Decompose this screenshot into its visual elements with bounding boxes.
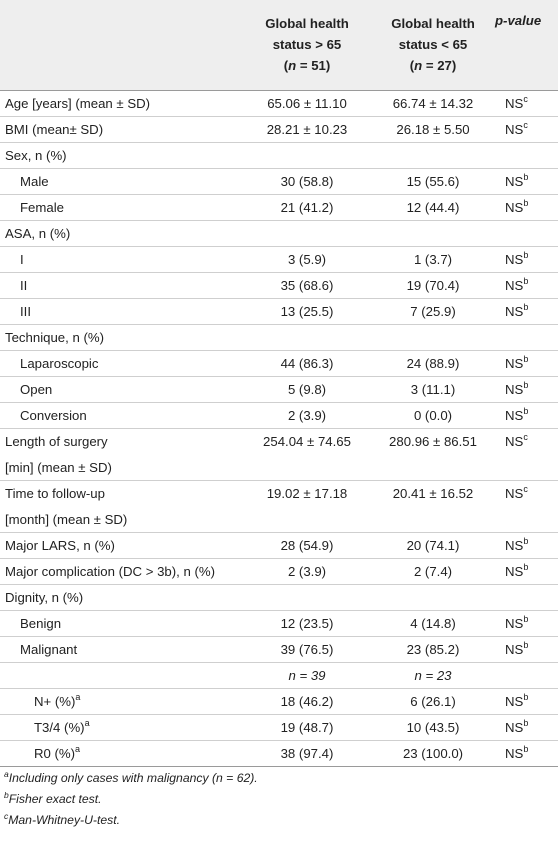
row-label-cell bbox=[0, 90, 243, 116]
cell-health-above-65: 44 (86.3) bbox=[280, 355, 334, 371]
cell-health-above-65: n = 39 bbox=[288, 667, 326, 683]
p-value-test-mark: b bbox=[523, 535, 529, 546]
p-value-test-mark: b bbox=[523, 561, 529, 572]
row-label-footnote-mark: a bbox=[75, 691, 81, 702]
p-value-text: NS bbox=[505, 355, 524, 371]
row-label: Major LARS, n (%) bbox=[5, 537, 115, 553]
table-row bbox=[0, 558, 558, 584]
cell-p-value bbox=[495, 350, 558, 376]
p-value-text: NS bbox=[505, 277, 524, 293]
row-label: T3/4 (%) bbox=[34, 719, 85, 735]
cell-health-above-65: 38 (97.4) bbox=[280, 745, 334, 761]
row-label: ASA, n (%) bbox=[5, 225, 71, 241]
header-col-a-line1: Global health bbox=[265, 16, 349, 32]
table-row bbox=[0, 428, 558, 454]
p-value-text: NS bbox=[505, 199, 524, 215]
row-label-cell bbox=[0, 740, 243, 766]
cell-p-value bbox=[495, 506, 558, 532]
cell-health-below-65 bbox=[371, 142, 495, 168]
row-label: Sex, n (%) bbox=[5, 147, 67, 163]
table-row bbox=[0, 584, 558, 610]
row-label-cell bbox=[0, 506, 243, 532]
p-value-test-mark: b bbox=[523, 275, 529, 286]
header-row bbox=[0, 0, 558, 90]
row-label-cell bbox=[0, 194, 243, 220]
cell-health-below-65: 26.18 ± 5.50 bbox=[396, 121, 470, 137]
p-value-test-mark: b bbox=[523, 301, 529, 312]
table-row bbox=[0, 688, 558, 714]
p-value-text: NS bbox=[505, 537, 524, 553]
p-value-text: NS bbox=[505, 251, 524, 267]
p-value-text: NS bbox=[505, 485, 524, 501]
p-value-text: NS bbox=[505, 407, 524, 423]
row-label-cell bbox=[0, 220, 243, 246]
cell-p-value bbox=[495, 168, 558, 194]
p-value-test-mark: c bbox=[523, 431, 528, 442]
cell-p-value bbox=[495, 142, 558, 168]
cell-health-below-65: 15 (55.6) bbox=[406, 173, 460, 189]
cell-health-below-65: 23 (85.2) bbox=[406, 641, 460, 657]
header-col-b-line2: status < 65 bbox=[398, 37, 468, 53]
row-label-cell bbox=[0, 558, 243, 584]
row-label: Major complication (DC > 3b), n (%) bbox=[5, 563, 215, 579]
cell-health-below-65: 7 (25.9) bbox=[410, 303, 456, 319]
table-row bbox=[0, 220, 558, 246]
header-col-a-line2: status > 65 bbox=[272, 37, 342, 53]
row-label-cell bbox=[0, 428, 243, 454]
p-value-test-mark: b bbox=[523, 171, 529, 182]
cell-p-value bbox=[495, 272, 558, 298]
header-col-b bbox=[371, 0, 495, 90]
cell-p-value bbox=[495, 90, 558, 116]
cell-health-above-65: 65.06 ± 11.10 bbox=[267, 95, 347, 111]
cell-p-value bbox=[495, 220, 558, 246]
cell-health-above-65: 3 (5.9) bbox=[287, 251, 327, 267]
cell-health-above-65 bbox=[243, 506, 371, 532]
cell-p-value bbox=[495, 584, 558, 610]
cell-health-above-65 bbox=[243, 324, 371, 350]
row-label-cell bbox=[0, 246, 243, 272]
row-label: II bbox=[20, 277, 28, 293]
cell-health-above-65 bbox=[243, 142, 371, 168]
cell-health-below-65: 20.41 ± 16.52 bbox=[392, 485, 474, 501]
cell-p-value bbox=[495, 688, 558, 714]
row-label: [min] (mean ± SD) bbox=[5, 459, 112, 475]
footnotes bbox=[4, 768, 258, 831]
footnote-mark: b bbox=[4, 790, 9, 800]
row-label-cell bbox=[0, 454, 243, 480]
p-value-test-mark: c bbox=[523, 483, 528, 494]
cell-health-above-65: 2 (3.9) bbox=[287, 407, 327, 423]
row-label: Technique, n (%) bbox=[5, 329, 104, 345]
cell-health-above-65 bbox=[243, 584, 371, 610]
footnote-text: Fisher exact test. bbox=[8, 792, 102, 806]
row-label-cell bbox=[0, 480, 243, 506]
cell-health-above-65: 30 (58.8) bbox=[280, 173, 334, 189]
p-value-test-mark: b bbox=[523, 353, 529, 364]
cell-p-value bbox=[495, 740, 558, 766]
row-label: Open bbox=[20, 381, 53, 397]
p-value-test-mark: b bbox=[523, 717, 529, 728]
cell-health-below-65: 280.96 ± 86.51 bbox=[389, 433, 477, 449]
header-col-a bbox=[243, 0, 371, 90]
cell-health-above-65: 254.04 ± 74.65 bbox=[263, 433, 351, 449]
row-label-cell bbox=[0, 714, 243, 740]
row-label: Malignant bbox=[20, 641, 78, 657]
row-label-cell bbox=[0, 168, 243, 194]
cell-health-below-65: 4 (14.8) bbox=[410, 615, 456, 631]
p-value-text: NS bbox=[505, 433, 524, 449]
p-value-test-mark: b bbox=[523, 197, 529, 208]
row-label-cell bbox=[0, 324, 243, 350]
row-label: Conversion bbox=[20, 407, 87, 423]
cell-p-value bbox=[495, 376, 558, 402]
p-value-text: NS bbox=[505, 615, 524, 631]
table-row bbox=[0, 636, 558, 662]
cell-p-value bbox=[495, 610, 558, 636]
footnote-mark: a bbox=[4, 769, 9, 779]
row-label: Age [years] (mean ± SD) bbox=[5, 95, 151, 111]
cell-p-value bbox=[495, 298, 558, 324]
table-body bbox=[0, 90, 558, 766]
row-label-cell bbox=[0, 350, 243, 376]
row-label: I bbox=[20, 251, 24, 267]
cell-health-below-65: 0 (0.0) bbox=[413, 407, 453, 423]
p-value-text: NS bbox=[505, 173, 524, 189]
p-value-text: NS bbox=[505, 95, 524, 111]
table-row bbox=[0, 116, 558, 142]
p-value-test-mark: b bbox=[523, 639, 529, 650]
cell-p-value bbox=[495, 532, 558, 558]
row-label-cell bbox=[0, 272, 243, 298]
p-value-test-mark: b bbox=[523, 379, 529, 390]
cell-health-below-65: 2 (7.4) bbox=[413, 563, 453, 579]
header-col-b-line1: Global health bbox=[391, 16, 475, 32]
cell-health-below-65: 12 (44.4) bbox=[406, 199, 460, 215]
table-row bbox=[0, 714, 558, 740]
cell-health-below-65 bbox=[371, 220, 495, 246]
table-row bbox=[0, 298, 558, 324]
row-label-cell bbox=[0, 532, 243, 558]
row-label-cell bbox=[0, 298, 243, 324]
row-label: Benign bbox=[20, 615, 62, 631]
table-row bbox=[0, 194, 558, 220]
cell-health-below-65: 1 (3.7) bbox=[413, 251, 453, 267]
cell-p-value bbox=[495, 558, 558, 584]
table-row bbox=[0, 662, 558, 688]
p-value-test-mark: c bbox=[523, 119, 528, 130]
cell-p-value bbox=[495, 662, 558, 688]
cell-health-above-65: 18 (46.2) bbox=[280, 693, 334, 709]
cell-health-below-65: 66.74 ± 14.32 bbox=[392, 95, 474, 111]
table-row bbox=[0, 506, 558, 532]
cell-health-above-65: 19.02 ± 17.18 bbox=[266, 485, 348, 501]
cell-health-above-65 bbox=[243, 454, 371, 480]
table-row bbox=[0, 246, 558, 272]
cell-p-value bbox=[495, 454, 558, 480]
row-label-cell bbox=[0, 116, 243, 142]
cell-health-above-65: 21 (41.2) bbox=[280, 199, 334, 215]
cell-p-value bbox=[495, 194, 558, 220]
cell-health-below-65: 19 (70.4) bbox=[406, 277, 460, 293]
cell-p-value bbox=[495, 636, 558, 662]
row-label-footnote-mark: a bbox=[84, 717, 90, 728]
header-col-b-n: (n = 27) bbox=[409, 58, 457, 74]
cell-health-below-65: n = 23 bbox=[414, 667, 452, 683]
row-label-cell bbox=[0, 584, 243, 610]
cell-health-below-65: 10 (43.5) bbox=[406, 719, 460, 735]
footnote-b bbox=[4, 789, 258, 810]
cell-health-below-65: 6 (26.1) bbox=[410, 693, 456, 709]
cell-p-value bbox=[495, 428, 558, 454]
row-label-footnote-mark: a bbox=[75, 743, 81, 754]
p-value-test-mark: b bbox=[523, 405, 529, 416]
table-row bbox=[0, 402, 558, 428]
row-label: Dignity, n (%) bbox=[5, 589, 84, 605]
row-label: R0 (%) bbox=[34, 745, 76, 761]
footnote-text: Including only cases with malignancy (n = 62). bbox=[8, 771, 258, 785]
header-col-a-n: (n = 51) bbox=[283, 58, 331, 74]
p-value-text: NS bbox=[505, 303, 524, 319]
p-value-text: NS bbox=[505, 693, 524, 709]
row-label: Time to follow-up bbox=[5, 485, 105, 501]
cell-health-above-65 bbox=[243, 220, 371, 246]
row-label-cell bbox=[0, 662, 243, 688]
row-label: Length of surgery bbox=[5, 433, 108, 449]
cell-health-above-65: 12 (23.5) bbox=[280, 615, 334, 631]
cell-health-above-65: 2 (3.9) bbox=[287, 563, 327, 579]
cell-p-value bbox=[495, 480, 558, 506]
p-value-text: NS bbox=[505, 641, 524, 657]
header-label-cell bbox=[0, 0, 243, 90]
cell-health-below-65: 20 (74.1) bbox=[406, 537, 460, 553]
footnote-c bbox=[4, 810, 258, 831]
table-row bbox=[0, 610, 558, 636]
table-row bbox=[0, 272, 558, 298]
table-row bbox=[0, 532, 558, 558]
row-label-cell bbox=[0, 636, 243, 662]
p-value-text: NS bbox=[505, 745, 524, 761]
p-value-text: NS bbox=[505, 381, 524, 397]
row-label-cell bbox=[0, 610, 243, 636]
row-label-cell bbox=[0, 402, 243, 428]
p-value-test-mark: b bbox=[523, 743, 529, 754]
table-row bbox=[0, 142, 558, 168]
cell-health-above-65: 5 (9.8) bbox=[287, 381, 327, 397]
row-label: N+ (%) bbox=[34, 693, 76, 709]
p-value-text: NS bbox=[505, 563, 524, 579]
footnote-text: Man-Whitney-U-test. bbox=[8, 813, 120, 827]
row-label-cell bbox=[0, 376, 243, 402]
cell-health-below-65: 24 (88.9) bbox=[406, 355, 460, 371]
table-row bbox=[0, 324, 558, 350]
cell-health-below-65 bbox=[371, 584, 495, 610]
cell-health-above-65: 35 (68.6) bbox=[280, 277, 334, 293]
table-row bbox=[0, 454, 558, 480]
row-label-cell bbox=[0, 688, 243, 714]
row-label: BMI (mean± SD) bbox=[5, 121, 104, 137]
table-row bbox=[0, 168, 558, 194]
row-label: Male bbox=[20, 173, 49, 189]
row-label-cell bbox=[0, 142, 243, 168]
row-label: Laparoscopic bbox=[20, 355, 99, 371]
cell-p-value bbox=[495, 714, 558, 740]
cell-health-above-65: 39 (76.5) bbox=[280, 641, 334, 657]
footnote-mark: c bbox=[4, 811, 9, 821]
cell-health-below-65 bbox=[371, 324, 495, 350]
table-row bbox=[0, 350, 558, 376]
p-value-test-mark: b bbox=[523, 249, 529, 260]
row-label: [month] (mean ± SD) bbox=[5, 511, 128, 527]
cell-health-below-65: 3 (11.1) bbox=[410, 381, 456, 397]
table-row bbox=[0, 480, 558, 506]
p-value-test-mark: b bbox=[523, 691, 529, 702]
cell-p-value bbox=[495, 246, 558, 272]
cell-health-above-65: 28 (54.9) bbox=[280, 537, 334, 553]
cell-health-above-65: 19 (48.7) bbox=[280, 719, 334, 735]
cell-health-above-65: 28.21 ± 10.23 bbox=[266, 121, 348, 137]
p-value-text: NS bbox=[505, 719, 524, 735]
table-row bbox=[0, 740, 558, 766]
table-row bbox=[0, 376, 558, 402]
row-label: III bbox=[20, 303, 31, 319]
cell-p-value bbox=[495, 116, 558, 142]
p-value-text: NS bbox=[505, 121, 524, 137]
cell-health-above-65: 13 (25.5) bbox=[280, 303, 334, 319]
p-value-test-mark: c bbox=[523, 93, 528, 104]
table-row bbox=[0, 90, 558, 116]
cell-p-value bbox=[495, 324, 558, 350]
row-label: Female bbox=[20, 199, 64, 215]
p-value-test-mark: b bbox=[523, 613, 529, 624]
cell-health-below-65 bbox=[371, 506, 495, 532]
cell-health-below-65 bbox=[371, 454, 495, 480]
cell-p-value bbox=[495, 402, 558, 428]
header-p-value: p-value bbox=[495, 13, 542, 28]
footnote-a bbox=[4, 768, 258, 789]
cell-health-below-65: 23 (100.0) bbox=[402, 745, 464, 761]
